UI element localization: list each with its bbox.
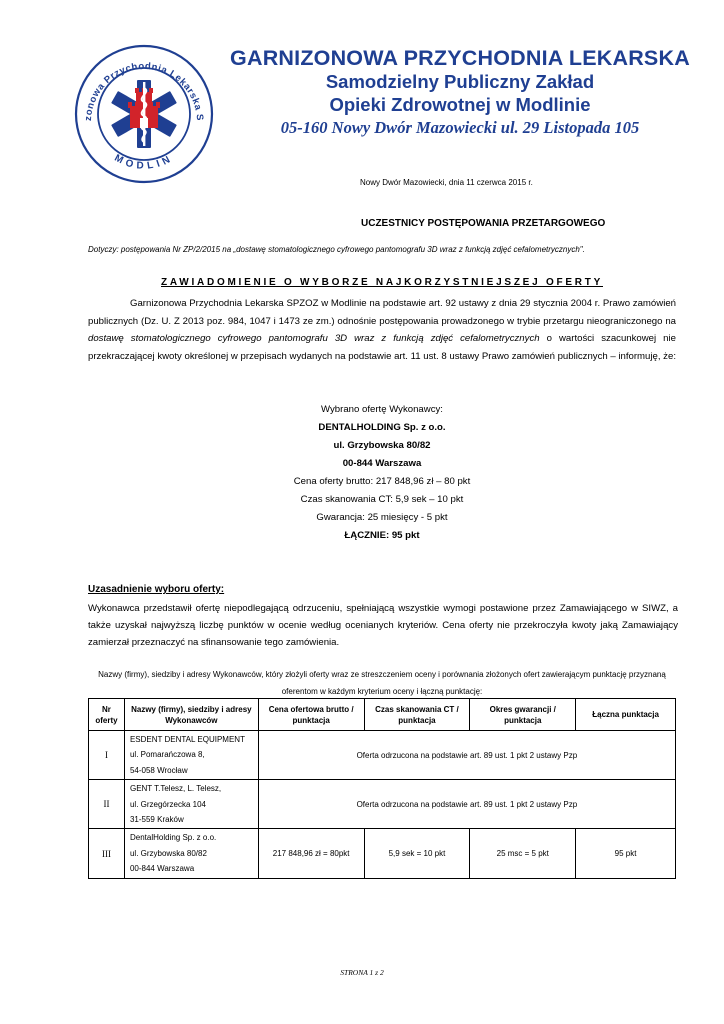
table-intro: Nazwy (firmy), siedziby i adresy Wykonawców, który złożyli oferty wraz ze streszczeniem oceny i porównania złożonych ofert zawierającym punktację przyznaną oferentom w każdym kryterium oceny i łączną punktację: bbox=[98, 670, 666, 696]
logo-ring-text-top: zonowa Przychodnia Lekarska S bbox=[82, 60, 206, 122]
contractor-city: 54-058 Wrocław bbox=[129, 765, 188, 775]
org-subtitle-line2: Opieki Zdrowotnej w Modlinie bbox=[329, 94, 591, 115]
winner-price: Cena oferty brutto: 217 848,96 zł – 80 pkt bbox=[293, 476, 471, 487]
winner-street: ul. Grzybowska 80/82 bbox=[333, 440, 431, 451]
winner-name: DENTALHOLDING Sp. z o.o. bbox=[318, 422, 446, 433]
offer-number: III bbox=[89, 829, 125, 878]
contractor-street: ul. Grzegórzecka 104 bbox=[129, 799, 207, 809]
header-scan-time: Czas skanowania CT / punktacja bbox=[364, 699, 470, 731]
winner-warranty: Gwarancja: 25 miesięcy - 5 pkt bbox=[316, 512, 448, 523]
contractor-street: ul. Pomarańczowa 8, bbox=[129, 750, 205, 760]
offer-number: I bbox=[89, 731, 125, 780]
org-name: GARNIZONOWA PRZYCHODNIA LEKARSKA bbox=[230, 46, 690, 70]
contractor-cell bbox=[124, 780, 258, 829]
header-total: Łączna punktacja bbox=[576, 699, 676, 731]
rejection-note: Oferta odrzucona na podstawie art. 89 ust. 1 pkt 2 ustawy Pzp bbox=[258, 780, 675, 829]
header-price: Cena ofertowa brutto / punktacja bbox=[258, 699, 364, 731]
notice-heading: ZAWIADOMIENIE O WYBORZE NAJKORZYSTNIEJSZEJ OFERTY bbox=[161, 277, 603, 288]
org-subtitle-line1: Samodzielny Publiczny Zakład bbox=[325, 71, 595, 92]
recipients: UCZESTNICY POSTĘPOWANIA PRZETARGOWEGO bbox=[361, 218, 606, 229]
justification-text: Wykonawca przedstawił ofertę niepodlegającą odrzuceniu, spełniającą wszystkie wymogi postawione przez Zamawiającego w SIWZ, a także uzyskał najwyższą liczbę punktów w ocenie według ocenianych kryteriów. Cena oferty nie przekroczyła kwoty jaką Zamawiający zamierzał przeznaczyć na sfinansowanie tego zamówienia. bbox=[88, 603, 678, 648]
body-text-italic: dostawę stomatologicznego cyfrowego pantomografu 3D wraz z funkcją zdjęć cefalometrycznych bbox=[88, 333, 540, 344]
contractor-city: 31-559 Kraków bbox=[129, 815, 184, 825]
page-footer: STRONA 1 z 2 bbox=[340, 968, 384, 977]
contractor-cell bbox=[124, 731, 258, 780]
justification-heading: Uzasadnienie wyboru oferty: bbox=[88, 584, 225, 595]
contractor-name: DentalHolding Sp. z o.o. bbox=[129, 833, 217, 843]
place-date: Nowy Dwór Mazowiecki, dnia 11 czerwca 2015 r. bbox=[360, 178, 533, 187]
warranty-score: 25 msc = 5 pkt bbox=[470, 829, 576, 878]
body-text-part2: o wartości szacunkowej nie przekraczającej kwoty określonej w przepisach wydanych na podstawie art. 11 ust. 8 ustawy Prawo zamówień publicznych – informuję, że: bbox=[88, 333, 676, 362]
contractor-name: ESDENT DENTAL EQUIPMENT bbox=[129, 735, 245, 744]
contractor-street: ul. Grzybowska 80/82 bbox=[129, 848, 207, 858]
contractor-cell bbox=[124, 829, 258, 878]
offers-table bbox=[88, 698, 676, 879]
header-contractors: Nazwy (firmy), siedziby i adresy Wykonawców bbox=[124, 699, 258, 731]
winner-intro: Wybrano ofertę Wykonawcy: bbox=[321, 404, 443, 415]
header-warranty: Okres gwarancji / punktacja bbox=[470, 699, 576, 731]
body-paragraph bbox=[88, 295, 676, 365]
winner-scan-time: Czas skanowania CT: 5,9 sek – 10 pkt bbox=[300, 494, 464, 505]
price-score: 217 848,96 zł = 80pkt bbox=[258, 829, 364, 878]
contractor-city: 00-844 Warszawa bbox=[129, 864, 195, 874]
subject-line: Dotyczy: postępowania Nr ZP/2/2015 na „dostawę stomatologicznego cyfrowego pantomografu 3D wraz z funkcją zdjęć cefalometrycznych". bbox=[88, 245, 585, 254]
table-row bbox=[89, 731, 676, 780]
table-header-row bbox=[89, 699, 676, 731]
contractor-name: GENT T.Telesz, L. Telesz, bbox=[129, 784, 222, 794]
logo-ring-text-bottom: MODLIN bbox=[112, 152, 176, 172]
table-row bbox=[89, 780, 676, 829]
header-offer-number: Nr oferty bbox=[89, 699, 125, 731]
org-address: 05-160 Nowy Dwór Mazowiecki ul. 29 Listopada 105 bbox=[280, 118, 640, 137]
body-text-part1: Garnizonowa Przychodnia Lekarska SPZOZ w Modlinie na podstawie art. 92 ustawy z dnia 29 stycznia 2004 r. Prawo zamówień publicznych (Dz. U. Z 2013 poz. 984, 1047 i 1473 ze zm.) odnośnie postępowania prowadzonego w trybie przetargu nieograniczonego na bbox=[88, 298, 676, 327]
total-score: 95 pkt bbox=[576, 829, 676, 878]
winner-city: 00-844 Warszawa bbox=[342, 458, 422, 469]
rejection-note: Oferta odrzucona na podstawie art. 89 ust. 1 pkt 2 ustawy Pzp bbox=[258, 731, 675, 780]
scan-score: 5,9 sek = 10 pkt bbox=[364, 829, 470, 878]
winner-total: ŁĄCZNIE: 95 pkt bbox=[344, 530, 420, 541]
winner-block bbox=[88, 401, 676, 545]
table-row bbox=[89, 829, 676, 878]
offer-number: II bbox=[89, 780, 125, 829]
